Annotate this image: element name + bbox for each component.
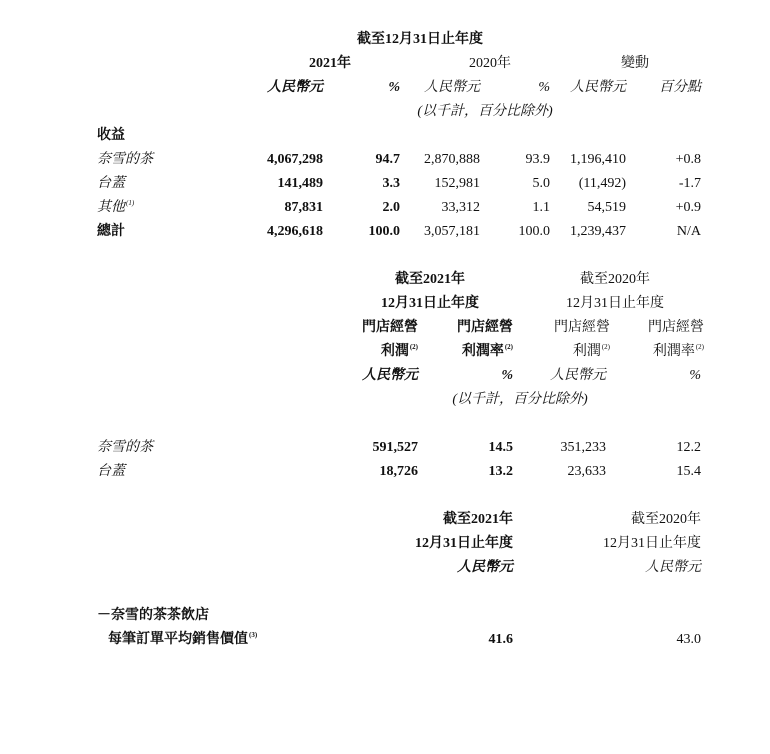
t2-cell: 351,233 — [560, 440, 606, 455]
t2-col1-title-text: 利潤 — [380, 344, 409, 359]
t1-cell: +0.8 — [675, 152, 701, 167]
t1-cell: 94.7 — [375, 152, 400, 167]
t2-col1-title: 門店經營 — [362, 320, 418, 335]
footnote-marker: (3) — [249, 631, 258, 639]
t3-header-2020-b: 12月31日止年度 — [603, 536, 701, 551]
footnote-marker: (2) — [695, 343, 704, 351]
t2-col3-title-2 — [530, 343, 610, 361]
t2-cell: 15.4 — [676, 464, 701, 479]
t2-col4-title: 門店經營 — [648, 320, 704, 335]
t1-cell: 3.3 — [382, 176, 400, 191]
footnote-marker: (1) — [126, 199, 135, 207]
t1-sub-pct-2020: % — [538, 80, 550, 95]
t1-cell: (11,492) — [578, 176, 626, 191]
t1-sub-points-change: 百分點 — [659, 80, 701, 95]
t1-cell: 33,312 — [441, 200, 480, 215]
t2-cell: 13.2 — [488, 464, 513, 479]
t2-col2-title-text: 利潤率 — [461, 344, 504, 359]
t3-cell-2021: 41.6 — [488, 632, 513, 647]
t2-col4-title-text: 利潤率 — [652, 344, 695, 359]
t3-row-label-text: 每筆訂單平均銷售價值 — [108, 632, 248, 647]
t2-unit-pct-2020: % — [689, 368, 701, 383]
t2-cell: 591,527 — [372, 440, 418, 455]
t2-cell: 12.2 — [676, 440, 701, 455]
t3-unit-2021: 人民幣元 — [457, 560, 513, 575]
t3-row-label — [108, 631, 257, 649]
t1-row-label: 台蓋 — [97, 176, 125, 191]
t2-col3-title: 門店經營 — [554, 320, 610, 335]
t1-cell: 3,057,181 — [424, 224, 480, 239]
t1-sub-rmb-change: 人民幣元 — [570, 80, 626, 95]
t1-sub-rmb-2020: 人民幣元 — [424, 80, 480, 95]
t1-year-2020: 2020年 — [469, 56, 511, 71]
t2-header-2020-a: 截至2020年 — [580, 272, 650, 287]
t3-header-2021-a: 截至2021年 — [443, 512, 513, 527]
t1-cell: 93.9 — [525, 152, 550, 167]
t2-note: (以千計，百分比除外) — [452, 392, 588, 407]
t2-row-label: 奈雪的茶 — [97, 440, 153, 455]
t2-header-2020-b: 12月31日止年度 — [566, 296, 664, 311]
footnote-marker: (2) — [601, 343, 610, 351]
t2-col3-title-text: 利潤 — [572, 344, 601, 359]
t2-header-2021-a: 截至2021年 — [395, 272, 465, 287]
t3-cell-2020: 43.0 — [676, 632, 701, 647]
t2-col2-title-2 — [435, 343, 513, 361]
t2-cell: 18,726 — [379, 464, 418, 479]
t2-col2-title: 門店經營 — [457, 320, 513, 335]
footnote-marker: (2) — [409, 343, 418, 351]
t2-col1-title-2 — [340, 343, 418, 361]
t1-cell: 1,239,437 — [570, 224, 626, 239]
t3-header-2021-b: 12月31日止年度 — [415, 536, 513, 551]
t1-cell: 4,067,298 — [267, 152, 323, 167]
t2-cell: 23,633 — [567, 464, 606, 479]
t2-cell: 14.5 — [488, 440, 513, 455]
footnote-marker: (2) — [504, 343, 513, 351]
t2-row-label: 台蓋 — [97, 464, 125, 479]
t1-row-label — [97, 199, 134, 217]
t2-col4-title-2 — [625, 343, 704, 361]
t2-unit-rmb-2020: 人民幣元 — [550, 368, 606, 383]
t1-cell: 152,981 — [434, 176, 480, 191]
t3-unit-2020: 人民幣元 — [645, 560, 701, 575]
t1-cell: 54,519 — [587, 200, 626, 215]
t1-cell: 141,489 — [277, 176, 323, 191]
t1-change: 變動 — [621, 56, 649, 71]
t1-note: (以千計，百分比除外) — [417, 104, 553, 119]
t3-header-2020-a: 截至2020年 — [631, 512, 701, 527]
t1-row-label: 奈雪的茶 — [97, 152, 153, 167]
t1-row-label-total: 總計 — [97, 224, 125, 239]
t1-cell: -1.7 — [678, 176, 701, 191]
t1-period-header: 截至12月31日止年度 — [357, 32, 483, 47]
t1-sub-rmb-2021: 人民幣元 — [267, 80, 323, 95]
t1-cell: 2,870,888 — [424, 152, 480, 167]
t1-cell: 1.1 — [532, 200, 550, 215]
t1-cell: 100.0 — [368, 224, 400, 239]
t1-cell: 4,296,618 — [267, 224, 323, 239]
t1-cell: 2.0 — [382, 200, 400, 215]
t1-row-label-text: 其他 — [97, 200, 125, 215]
t2-header-2021-b: 12月31日止年度 — [381, 296, 479, 311]
t1-cell: +0.9 — [675, 200, 701, 215]
t1-year-2021: 2021年 — [309, 56, 351, 71]
t1-cell: 100.0 — [518, 224, 550, 239]
t3-section-title: －奈雪的茶茶飲店 — [97, 608, 209, 623]
t2-unit-rmb-2021: 人民幣元 — [362, 368, 418, 383]
t1-section-revenue: 收益 — [97, 128, 125, 143]
t1-cell: 5.0 — [532, 176, 550, 191]
t1-cell: 1,196,410 — [570, 152, 626, 167]
t1-cell: 87,831 — [284, 200, 323, 215]
t1-sub-pct-2021: % — [388, 80, 400, 95]
t2-unit-pct-2021: % — [501, 368, 513, 383]
t1-cell: N/A — [676, 224, 701, 239]
